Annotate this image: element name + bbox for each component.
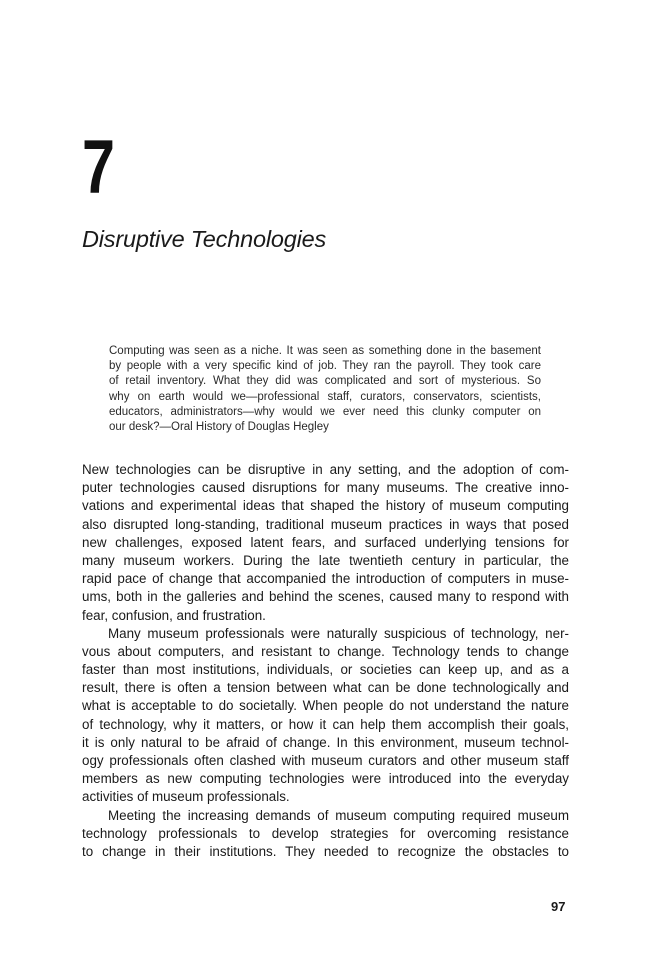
text-line: ums, both in the galleries and behind the scenes, caused many to respond with <box>82 589 569 605</box>
text-line: members as new computing technologies were introduced into the everyday <box>82 771 569 787</box>
epigraph-line: Computing was seen as a niche. It was seen as something done in the basement <box>109 345 541 357</box>
paragraph <box>82 625 569 807</box>
text-line: of technology, why it matters, or how it can help them accomplish their goals, <box>82 716 569 732</box>
text-line: puter technologies caused disruptions for many museums. The creative inno- <box>82 480 569 496</box>
text-line: faster than most institutions, individuals, or societies can keep up, and as a <box>82 662 569 678</box>
paragraph <box>82 807 569 862</box>
text-line: fear, confusion, and frustration. <box>82 607 266 623</box>
text-line: also disrupted long-standing, traditional museum practices in ways that posed <box>82 516 569 532</box>
text-line: Many museum professionals were naturally suspicious of technology, ner- <box>108 625 569 641</box>
text-line: to change in their institutions. They needed to recognize the obstacles to <box>82 843 569 859</box>
text-line: vations and experimental ideas that shaped the history of museum computing <box>82 498 569 514</box>
epigraph-line: educators, administrators—why would we ever need this clunky computer on <box>109 405 541 418</box>
chapter-title: Disruptive Technologies <box>82 226 327 252</box>
epigraph-line: by people with a very specific kind of job. They ran the payroll. They took care <box>109 360 541 373</box>
text-line: activities of museum professionals. <box>82 789 290 805</box>
text-line: New technologies can be disruptive in any setting, and the adoption of com- <box>82 462 569 477</box>
chapter-number: 7 <box>82 125 115 210</box>
text-line: new challenges, exposed latent fears, and surfaced underlying tensions for <box>82 534 569 550</box>
body-text <box>82 461 569 861</box>
text-line: result, there is often a tension between what can be done technologically and <box>82 680 569 696</box>
text-line: ogy professionals often clashed with museum curators and other museum staff <box>82 753 569 768</box>
epigraph-line: our desk?—Oral History of Douglas Hegley <box>109 421 329 434</box>
text-line: rapid pace of change that accompanied the introduction of computers in muse- <box>82 571 569 587</box>
text-line: technology professionals to develop strategies for overcoming resistance <box>82 825 569 841</box>
text-line: vous about computers, and resistant to change. Technology tends to change <box>82 643 569 659</box>
epigraph-line: why on earth would we—professional staff, curators, conservators, scientists, <box>109 390 541 403</box>
text-line: Meeting the increasing demands of museum computing required museum <box>108 807 569 823</box>
paragraph <box>82 461 569 625</box>
page-number: 97 <box>551 899 566 914</box>
epigraph <box>109 344 541 435</box>
text-line: many museum workers. During the late twentieth century in particular, the <box>82 552 569 568</box>
text-line: it is only natural to be afraid of change. In this environment, museum technol- <box>82 734 569 750</box>
epigraph-line: of retail inventory. What they did was complicated and sort of mysterious. So <box>109 375 541 388</box>
text-line: what is acceptable to do societally. When people do not understand the nature <box>82 698 569 714</box>
